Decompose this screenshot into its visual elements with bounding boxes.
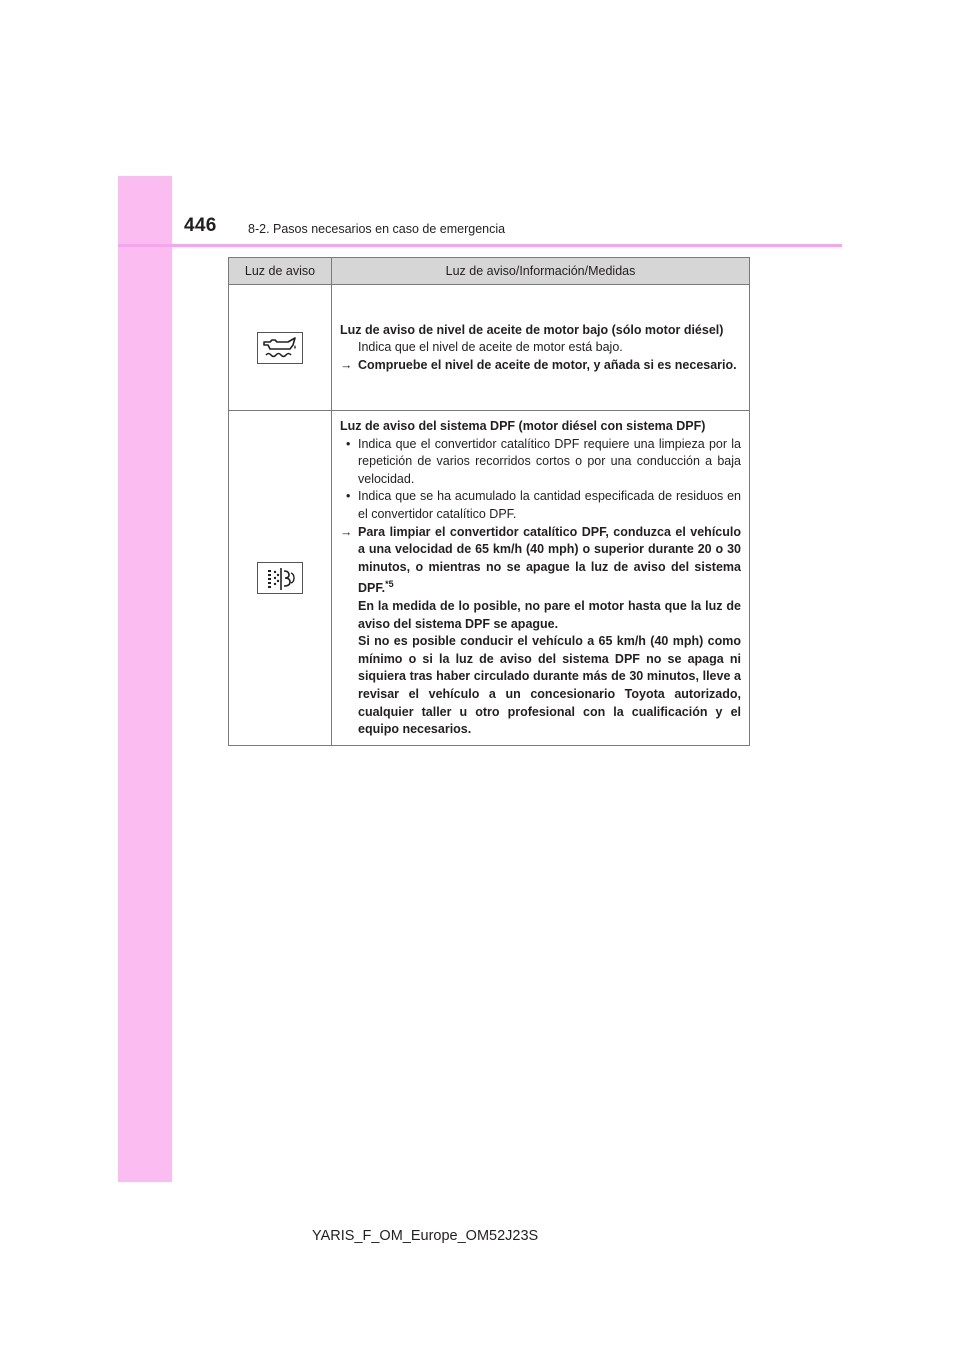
list-item: • Indica que el convertidor catalítico DPF requiere una limpieza por la repetición de varios recorridos cortos o por una conducción a baja velocidad. <box>346 436 741 486</box>
warning-title: Luz de aviso del sistema DPF (motor diésel con sistema DPF) <box>340 419 706 433</box>
header-rule <box>118 244 842 247</box>
dpf-system-icon <box>257 562 303 594</box>
info-cell <box>332 285 750 411</box>
bullet-icon: • <box>346 436 351 451</box>
icon-cell <box>229 285 332 411</box>
side-color-band <box>118 176 172 1182</box>
warning-action: → Para limpiar el convertidor catalítico DPF, conduzca el vehículo a una velocidad de 65 km/h (40 mph) o superior durante 20 o 30 minutos, o mientras no se apague la luz de aviso del sistema DPF.$^{*5}$ <box>340 524 741 596</box>
bullet-icon: • <box>346 489 351 504</box>
info-cell <box>332 411 750 746</box>
warning-title: Luz de aviso de nivel de aceite de motor bajo (sólo motor diésel) <box>340 322 724 337</box>
column-header-light: Luz de aviso <box>229 258 332 285</box>
column-header-info: Luz de aviso/Información/Medidas <box>332 258 750 285</box>
warning-action-note: Si no es posible conducir el vehículo a 65 km/h (40 mph) como mínimo o si la luz de aviso del sistema DPF no se apaga ni siquiera tras haber circulado durante más de 30 minutos, lleve a revisar el vehículo a un concesionario Toyota autorizado, cualquier taller u otro profesional con la cualificación y el equipo necesarios. <box>358 634 741 737</box>
low-engine-oil-level-icon <box>257 332 303 364</box>
arrow-icon: → <box>340 357 353 372</box>
arrow-icon: → <box>340 524 353 539</box>
icon-cell <box>229 411 332 746</box>
section-title: 8-2. Pasos necesarios en caso de emergencia <box>248 222 506 236</box>
table-header-row <box>229 258 750 285</box>
warning-description: Indica que el nivel de aceite de motor está bajo. <box>358 340 623 355</box>
table-row <box>229 411 750 746</box>
warning-light-table <box>228 257 750 746</box>
page-number: 446 <box>184 215 217 236</box>
footnote-mark: *5 <box>385 579 394 590</box>
footer-document-code: YARIS_F_OM_Europe_OM52J23S <box>312 1228 539 1244</box>
list-item: • Indica que se ha acumulado la cantidad especificada de residuos en el convertidor catalítico DPF. <box>346 489 741 521</box>
warning-action-note: En la medida de lo posible, no pare el motor hasta que la luz de aviso del sistema DPF se apague. <box>358 599 741 631</box>
warning-action: → Compruebe el nivel de aceite de motor, y añada si es necesario. <box>340 357 741 375</box>
table-row <box>229 285 750 411</box>
